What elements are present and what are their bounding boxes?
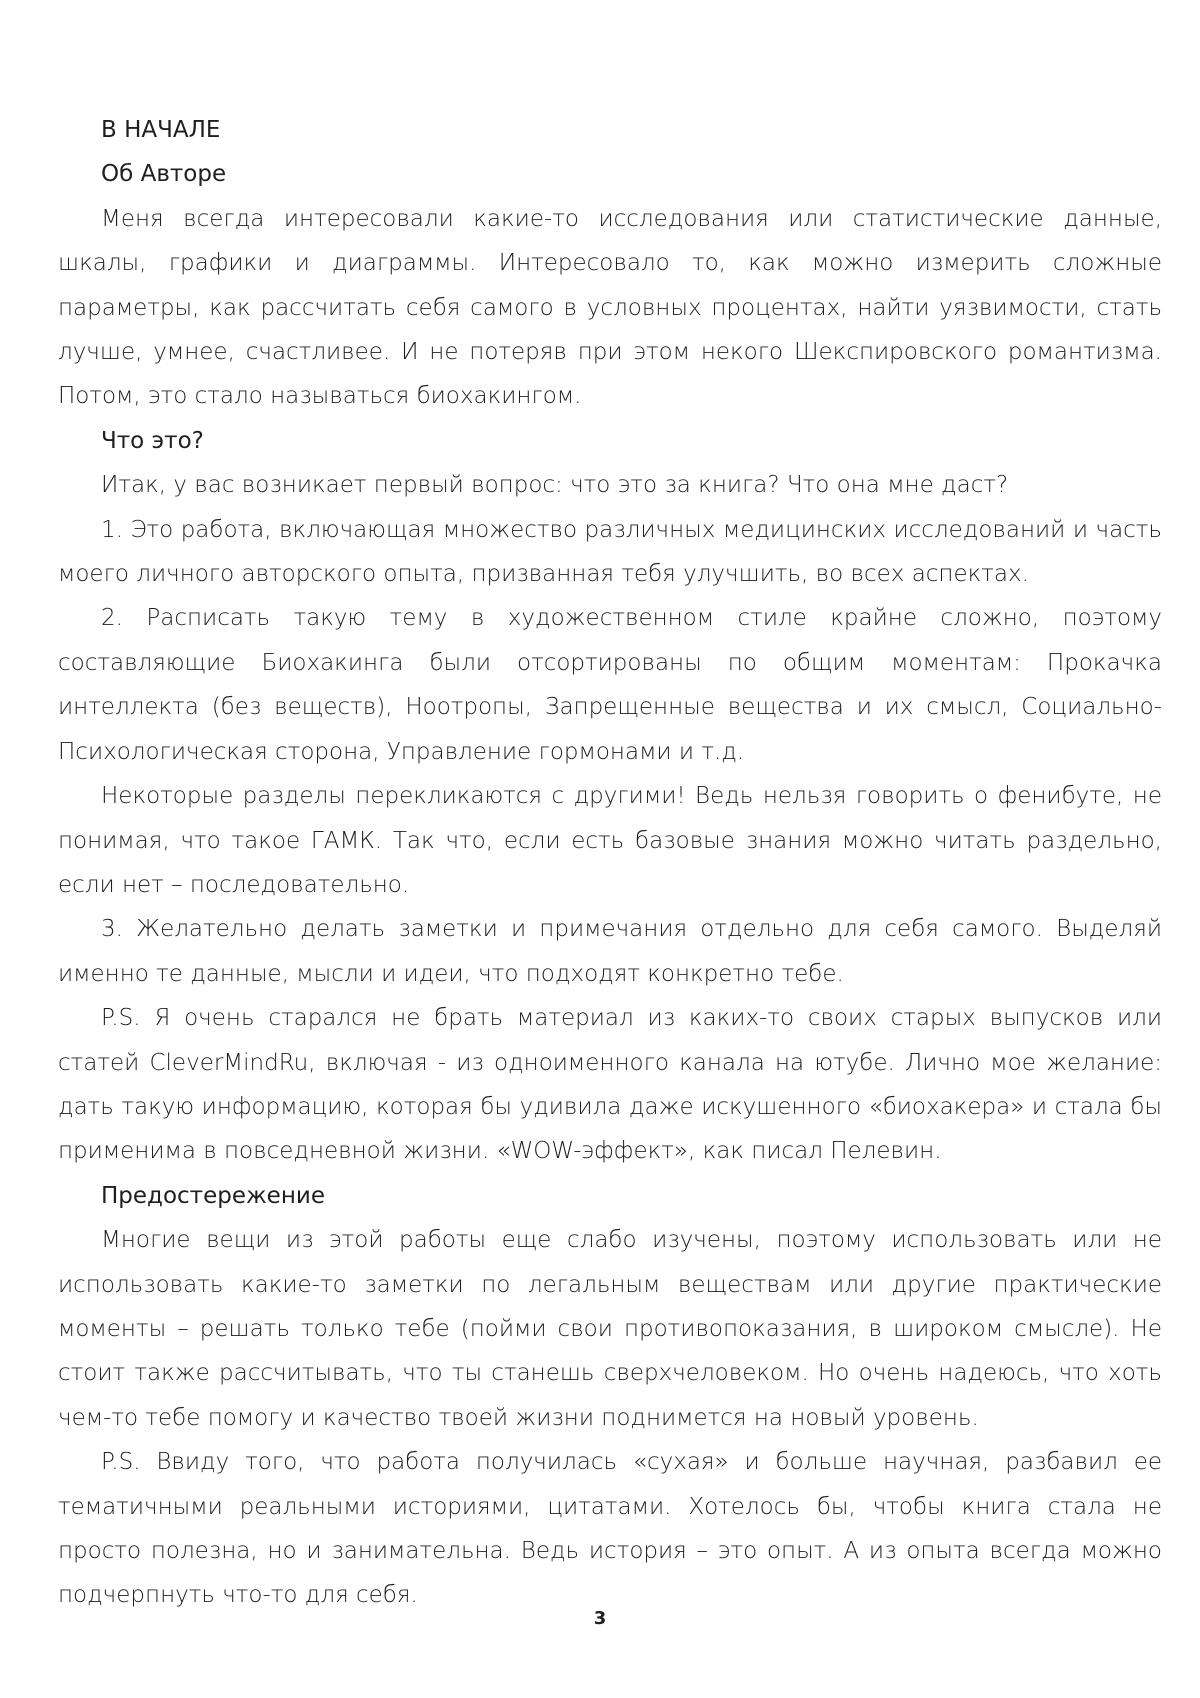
paragraph: 2. Расписать такую тему в художественном стиле крайне сложно, поэтому составляющие Биохакинга были отсортированы по общим моментам: Прокачка интеллекта (без веществ), Ноотропы, Запрещенные вещества и их смысл, Социально-Психологическая сторона, Управление гормонами и т.д. — [58, 605, 1162, 765]
paragraph: Итак, у вас возникает первый вопрос: что это за книга? Что она мне даст? — [101, 472, 1009, 499]
paragraph: 3. Желательно делать заметки и примечания отдельно для себя самого. Выделяй именно те данные, мысли и идеи, что подходят конкретно тебе. — [58, 916, 1162, 987]
section-heading-about-author: Об Авторе — [101, 161, 227, 188]
document-page — [58, 108, 1162, 1618]
section-heading-what-is-it: Что это? — [101, 427, 204, 454]
paragraph: Многие вещи из этой работы еще слабо изучены, поэтому использовать или не использовать какие-то заметки по легальным веществам или другие практические моменты – решать только тебе (пойми свои противопоказания, в широком смысле). Не стоит также рассчитывать, что ты станешь сверхчеловеком. Но очень надеюсь, что хоть чем-то тебе помогу и качество твоей жизни поднимется на новый уровень. — [58, 1227, 1162, 1431]
paragraph: P.S. Я очень старался не брать материал из каких-то своих старых выпусков или статей CleverMindRu, включая - из одноименного канала на ютубе. Лично мое желание: дать такую информацию, которая бы удивила даже искушенного «биохакера» и стала бы применима в повседневной жизни. «WOW-эффект», как писал Пелевин. — [58, 1005, 1162, 1165]
paragraph: Некоторые разделы перекликаются с другими! Ведь нельзя говорить о фенибуте, не понимая, что такое ГАМК. Так что, если есть базовые знания можно читать раздельно, если нет – последовательно. — [58, 783, 1162, 898]
section-heading-warning: Предостережение — [101, 1182, 325, 1209]
paragraph: Меня всегда интересовали какие-то исследования или статистические данные, шкалы, графики и диаграммы. Интересовало то, как можно измерить сложные параметры, как рассчитать себя самого в условных процентах, найти уязвимости, стать лучше, умнее, счастливее. И не потеряв при этом некого Шекспировского романтизма. Потом, это стало называться биохакингом. — [58, 205, 1162, 410]
chapter-title: В НАЧАЛЕ — [101, 117, 221, 143]
paragraph: 1. Это работа, включающая множество различных медицинских исследований и часть моего личного авторского опыта, призванная тебя улучшить, во всех аспектах. — [58, 516, 1162, 588]
paragraph: P.S. Ввиду того, что работа получилась «сухая» и больше научная, разбавил ее тематичными реальными историями, цитатами. Хотелось бы, чтобы книга стала не просто полезна, но и занимательна. Ведь история – это опыт. А из опыта всегда можно подчерпнуть что-то для себя. — [58, 1449, 1162, 1609]
page-number: 3 — [593, 1608, 607, 1629]
